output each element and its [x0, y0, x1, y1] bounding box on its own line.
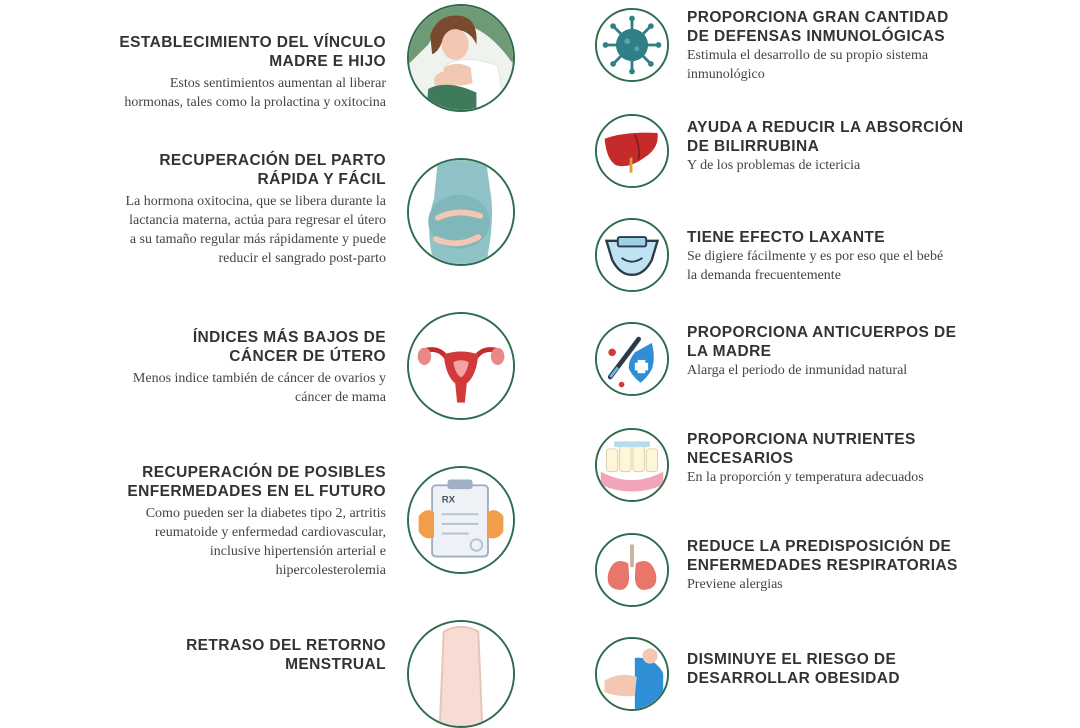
pregnant-woman-icon [407, 158, 515, 266]
benefit-mother-bond [66, 33, 386, 112]
benefit-description: Como pueden ser la diabetes tipo 2, artritis reumatoide y enfermedad cardiovascular, inclusive hipertensión arterial e hipercolesterolemia [145, 506, 386, 578]
benefit-lower-cancer [66, 328, 386, 407]
benefit-title: RECUPERACIÓN DEL PARTO RÁPIDA Y FÁCIL [159, 152, 386, 188]
benefit-bilirubin [687, 118, 987, 175]
benefit-antibodies [687, 323, 987, 380]
vaccine-shield-icon [595, 322, 669, 396]
benefit-title: PROPORCIONA NUTRIENTES NECESARIOS [687, 431, 916, 467]
uterus-icon [407, 312, 515, 420]
benefit-description: Menos indice también de cáncer de ovarios y cáncer de mama [132, 371, 386, 405]
benefit-nutrients [687, 430, 987, 487]
benefit-description: Se digiere fácilmente y es por eso que el bebé la demanda frecuentemente [687, 249, 944, 283]
benefit-respiratory [687, 537, 987, 594]
benefit-title: AYUDA A REDUCIR LA ABSORCIÓN DE BILIRRUBINA [687, 119, 964, 155]
benefit-description: La hormona oxitocina, que se libera durante la lactancia materna, actúa para regresar el útero a su tamaño regular más rápidamente y puede reducir el sangrado post-parto [125, 194, 386, 266]
doctor-icon [595, 637, 669, 711]
mother-baby-icon [407, 4, 515, 112]
benefit-laxative [687, 228, 987, 285]
benefit-title: ESTABLECIMIENTO DEL VÍNCULO MADRE E HIJO [119, 34, 386, 70]
benefit-postpartum-recovery [66, 151, 386, 268]
svg-text:RX: RX [441, 494, 456, 506]
benefit-description: Y de los problemas de ictericia [687, 158, 861, 173]
benefit-title: RETRASO DEL RETORNO MENSTRUAL [186, 637, 386, 673]
benefit-title: PROPORCIONA ANTICUERPOS DE LA MADRE [687, 324, 957, 360]
benefit-title: PROPORCIONA GRAN CANTIDAD DE DEFENSAS INMUNOLÓGICAS [687, 9, 949, 45]
sanitary-pad-icon [407, 620, 515, 728]
benefit-description: En la proporción y temperatura adecuados [687, 470, 924, 485]
benefit-future-diseases [66, 463, 386, 580]
benefit-description: Estimula el desarrollo de su propio sistema inmunológico [687, 48, 929, 82]
benefit-obesity [687, 650, 987, 688]
benefit-title: TIENE EFECTO LAXANTE [687, 229, 886, 246]
liver-icon [595, 114, 669, 188]
benefit-title: ÍNDICES MÁS BAJOS DE CÁNCER DE ÚTERO [192, 329, 386, 365]
benefit-immune-defenses [687, 8, 987, 84]
benefit-menstrual-delay [66, 636, 386, 674]
benefit-description: Previene alergias [687, 577, 783, 592]
benefit-description: Alarga el periodo de inmunidad natural [687, 363, 908, 378]
diaper-icon [595, 218, 669, 292]
rx-clipboard-icon [407, 466, 515, 574]
benefit-title: RECUPERACIÓN DE POSIBLES ENFERMEDADES EN EL FUTURO [127, 464, 386, 500]
teeth-icon [595, 428, 669, 502]
lungs-icon [595, 533, 669, 607]
benefit-title: REDUCE LA PREDISPOSICIÓN DE ENFERMEDADES RESPIRATORIAS [687, 538, 958, 574]
benefit-title: DISMINUYE EL RIESGO DE DESARROLLAR OBESIDAD [687, 651, 900, 687]
benefit-description: Estos sentimientos aumentan al liberar hormonas, tales como la prolactina y oxitocina [124, 76, 386, 110]
virus-icon [595, 8, 669, 82]
